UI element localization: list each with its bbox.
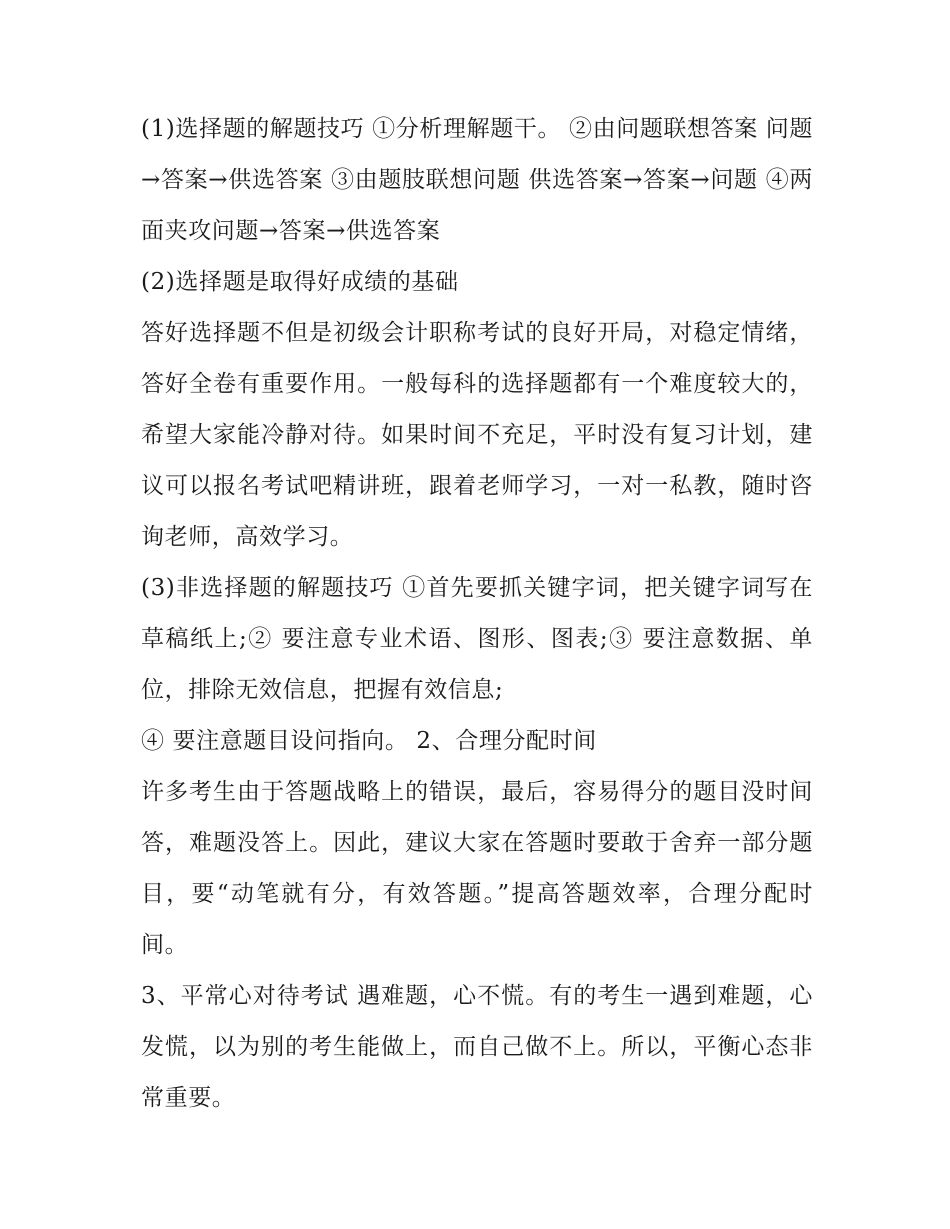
- document-body: [141, 104, 813, 1124]
- paragraph-calm-mindset: 3、平常心对待考试 遇难题，心不慌。有的考生一遇到难题，心发慌，以为别的考生能做上，而自己做不上。所以，平衡心态非常重要。: [141, 983, 813, 1111]
- paragraph-time-allocation: 许多考生由于答题战略上的错误，最后，容易得分的题目没时间答，难题没答上。因此，建议大家在答题时要敢于舍弃一部分题目，要“动笔就有分，有效答题。”提高答题效率，合理分配时间。: [141, 779, 813, 958]
- paragraph-question-direction-time: ④ 要注意题目设问指向。 2、合理分配时间: [141, 728, 597, 754]
- paragraph-choice-question-foundation: (2)选择题是取得好成绩的基础: [141, 269, 459, 295]
- paragraph-choice-question-importance: 答好选择题不但是初级会计职称考试的良好开局，对稳定情绪，答好全卷有重要作用。一般每科的选择题都有一个难度较大的，希望大家能冷静对待。如果时间不充足，平时没有复习计划，建议可以报名考试吧精讲班，跟着老师学习，一对一私教，随时咨询老师，高效学习。: [141, 320, 813, 550]
- paragraph-non-choice-question-tips: (3)非选择题的解题技巧 ①首先要抓关键字词，把关键字词写在草稿纸上;② 要注意专业术语、图形、图表;③ 要注意数据、单位，排除无效信息，把握有效信息;: [141, 575, 813, 703]
- paragraph-choice-question-tips: (1)选择题的解题技巧 ①分析理解题干。 ②由问题联想答案 问题→答案→供选答案 ③由题肢联想问题 供选答案→答案→问题 ④两面夹攻问题→答案→供选答案: [141, 116, 813, 244]
